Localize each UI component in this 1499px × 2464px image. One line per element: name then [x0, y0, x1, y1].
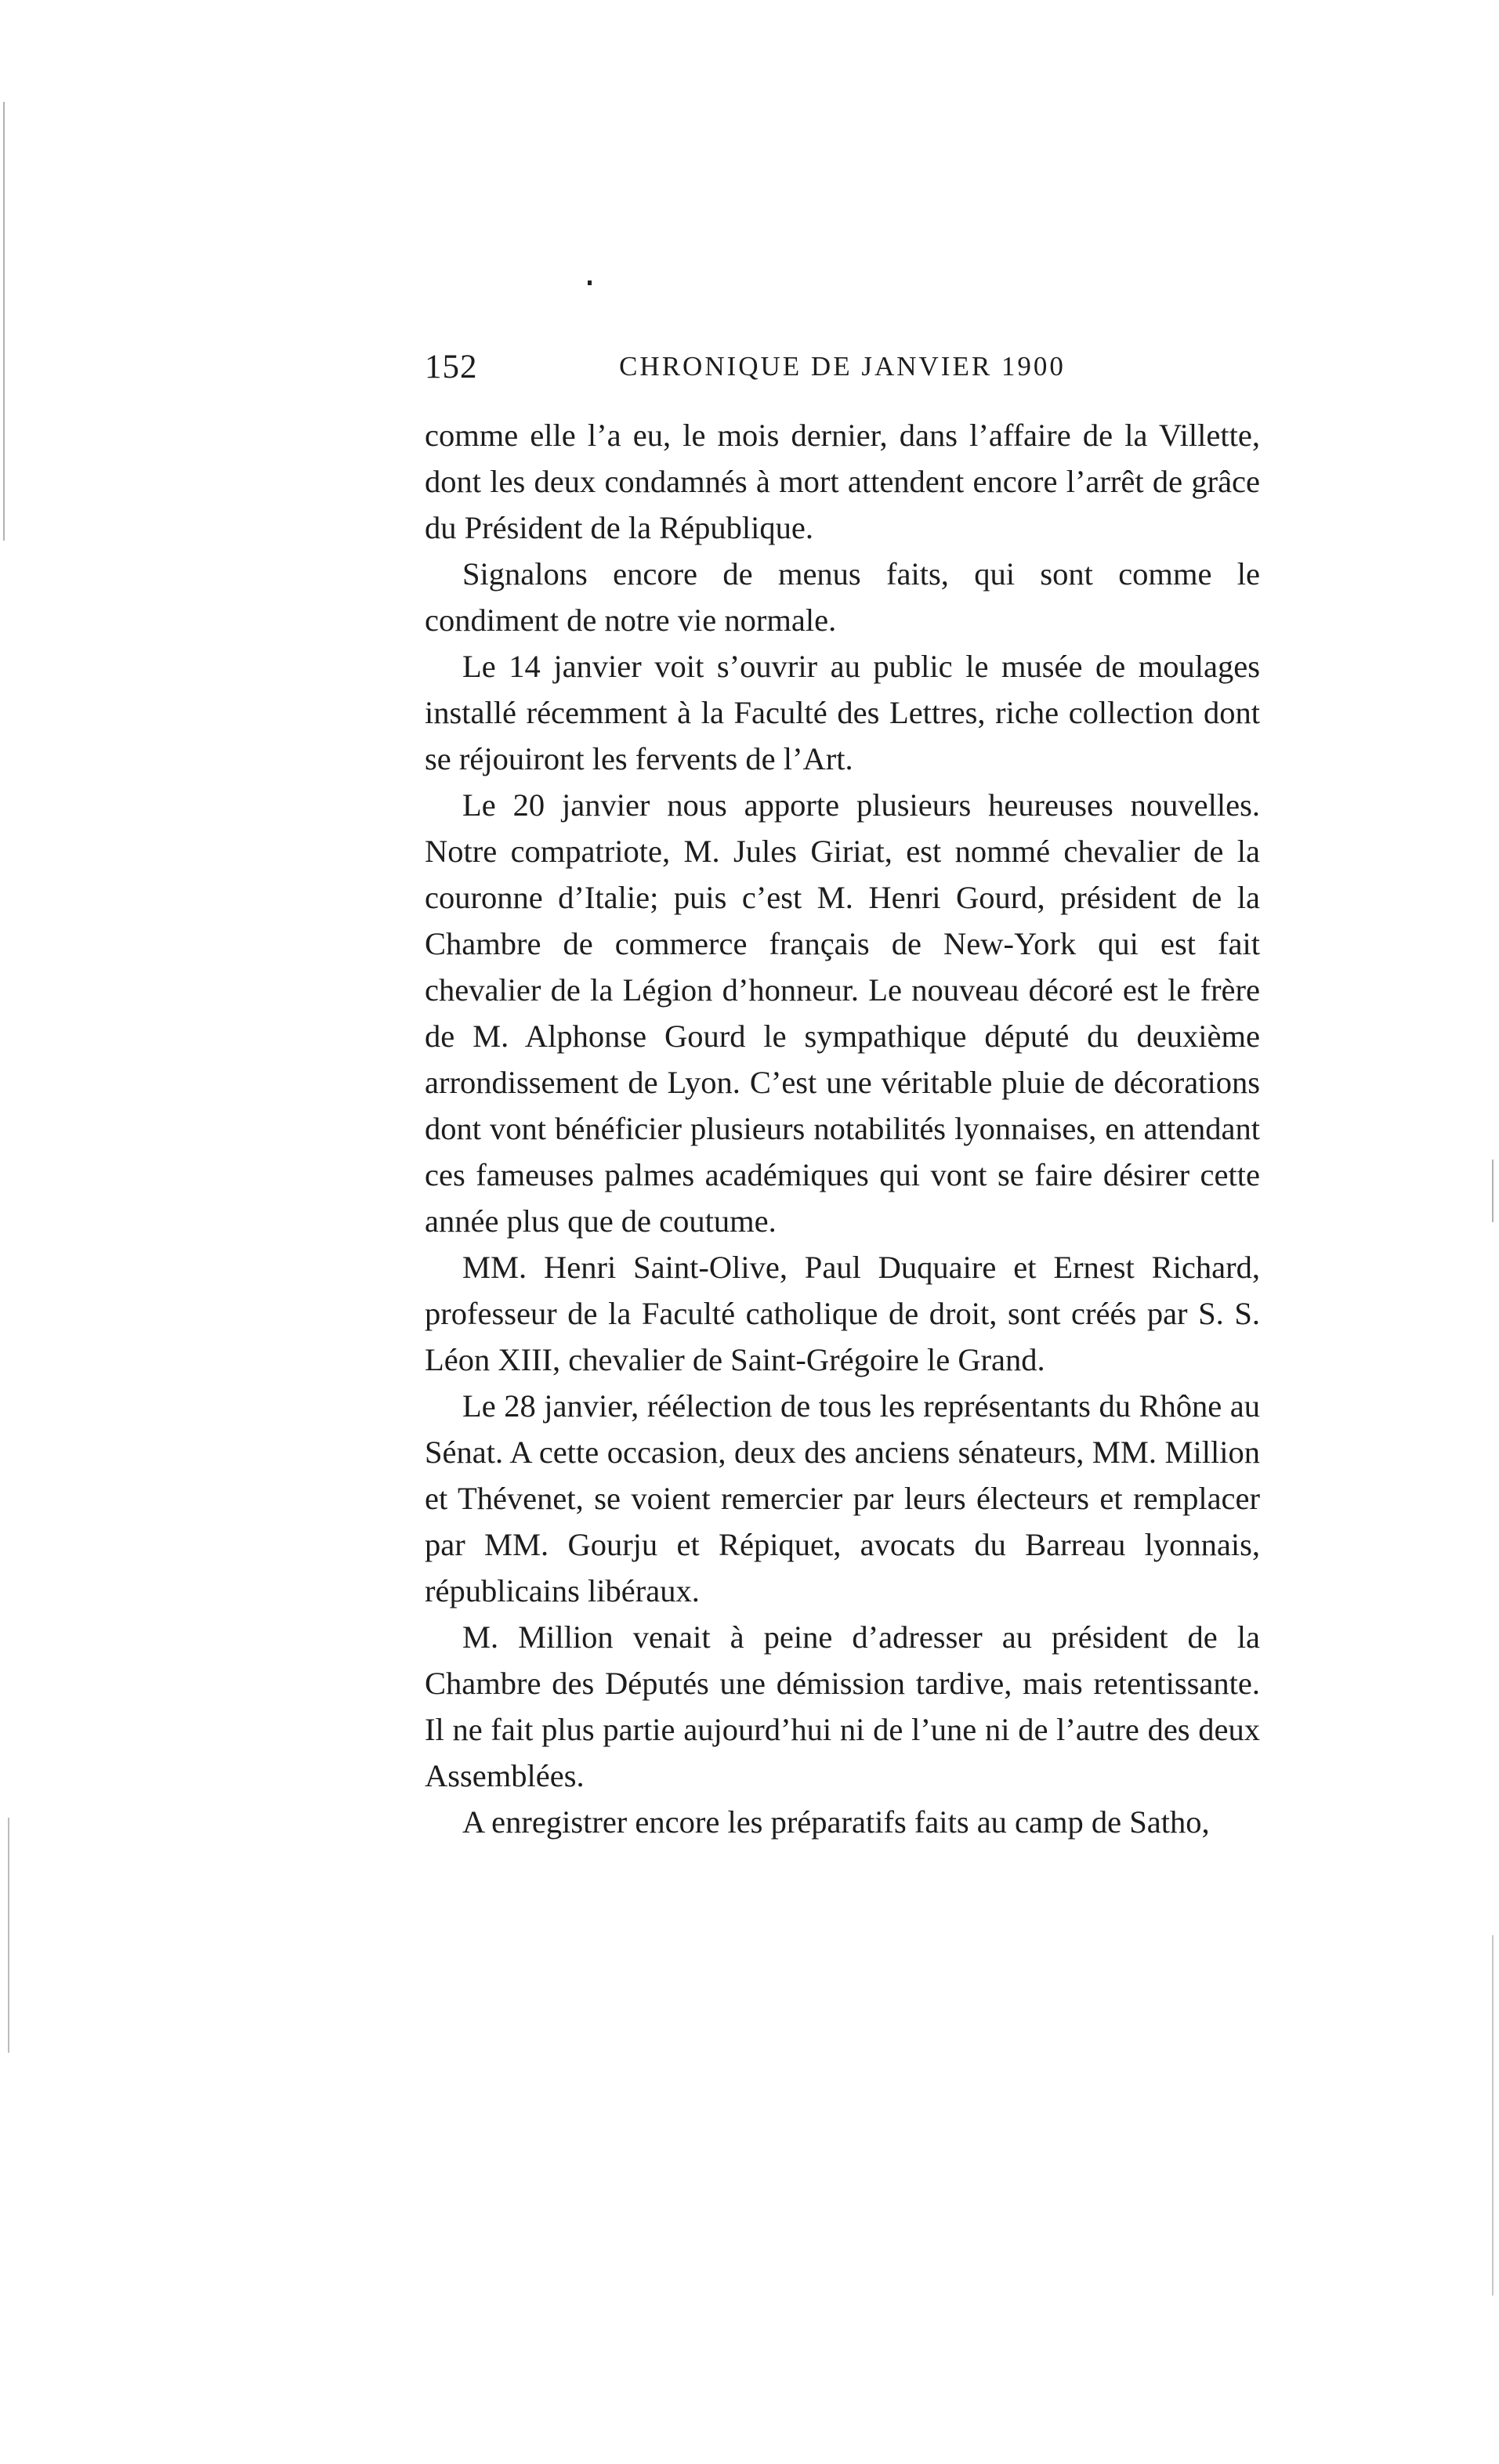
paragraph: M. Million venait à peine d’adresser au président de la Chambre des Députés une démission tardive, mais retentissante. Il ne fait plus partie aujourd’hui ni de l’une ni de l’autre des deux Assemblées.	[425, 1619, 1260, 1793]
paragraph: Le 28 janvier, réélection de tous les représentants du Rhône au Sénat. A cette occasion, deux des anciens sénateurs, MM. Million et Thévenet, se voient remercier par leurs électeurs et remplacer par MM. Gourju et Répiquet, avocats du Barreau lyonnais, républicains libéraux.	[425, 1388, 1260, 1608]
body-text	[425, 412, 1260, 1845]
scan-edge-right-lower	[1492, 1935, 1494, 2296]
ink-speck	[588, 280, 592, 285]
paragraph: Signalons encore de menus faits, qui sont comme le condiment de notre vie normale.	[425, 556, 1260, 638]
paragraph-continued: comme elle l’a eu, le mois dernier, dans l’affaire de la Villette, dont les deux condamnés à mort attendent encore l’arrêt de grâce du Président de la République.	[425, 418, 1260, 545]
paragraph: Le 20 janvier nous apporte plusieurs heureuses nouvelles. Notre compatriote, M. Jules Giriat, est nommé chevalier de la couronne d’Italie; puis c’est M. Henri Gourd, président de la Chambre de commerce français de New-York qui est fait chevalier de la Légion d’honneur. Le nouveau décoré est le frère de M. Alphonse Gourd le sympathique député du deuxième arrondissement de Lyon. C’est une véritable pluie de décorations dont vont bénéficier plusieurs notabilités lyonnaises, en attendant ces fameuses palmes académiques qui vont se faire désirer cette année plus que de coutume.	[425, 787, 1260, 1239]
running-title: CHRONIQUE DE JANVIER 1900	[619, 351, 1066, 382]
page-number: 152	[425, 349, 478, 385]
paragraph: MM. Henri Saint-Olive, Paul Duquaire et Ernest Richard, professeur de la Faculté catholique de droit, sont créés par S. S. Léon XIII, chevalier de Saint-Grégoire le Grand.	[425, 1250, 1260, 1377]
scan-edge-left-lower	[8, 1818, 9, 2053]
paragraph-last-line: A enregistrer encore les préparatifs faits au camp de Satho,	[462, 1804, 1210, 1840]
running-header	[425, 348, 1260, 395]
scan-edge-right	[1492, 1160, 1494, 1222]
paragraph: Le 14 janvier voit s’ouvrir au public le musée de moulages installé récemment à la Faculté des Lettres, riche collection dont se réjouiront les fervents de l’Art.	[425, 649, 1260, 776]
scan-edge-left	[3, 102, 5, 541]
